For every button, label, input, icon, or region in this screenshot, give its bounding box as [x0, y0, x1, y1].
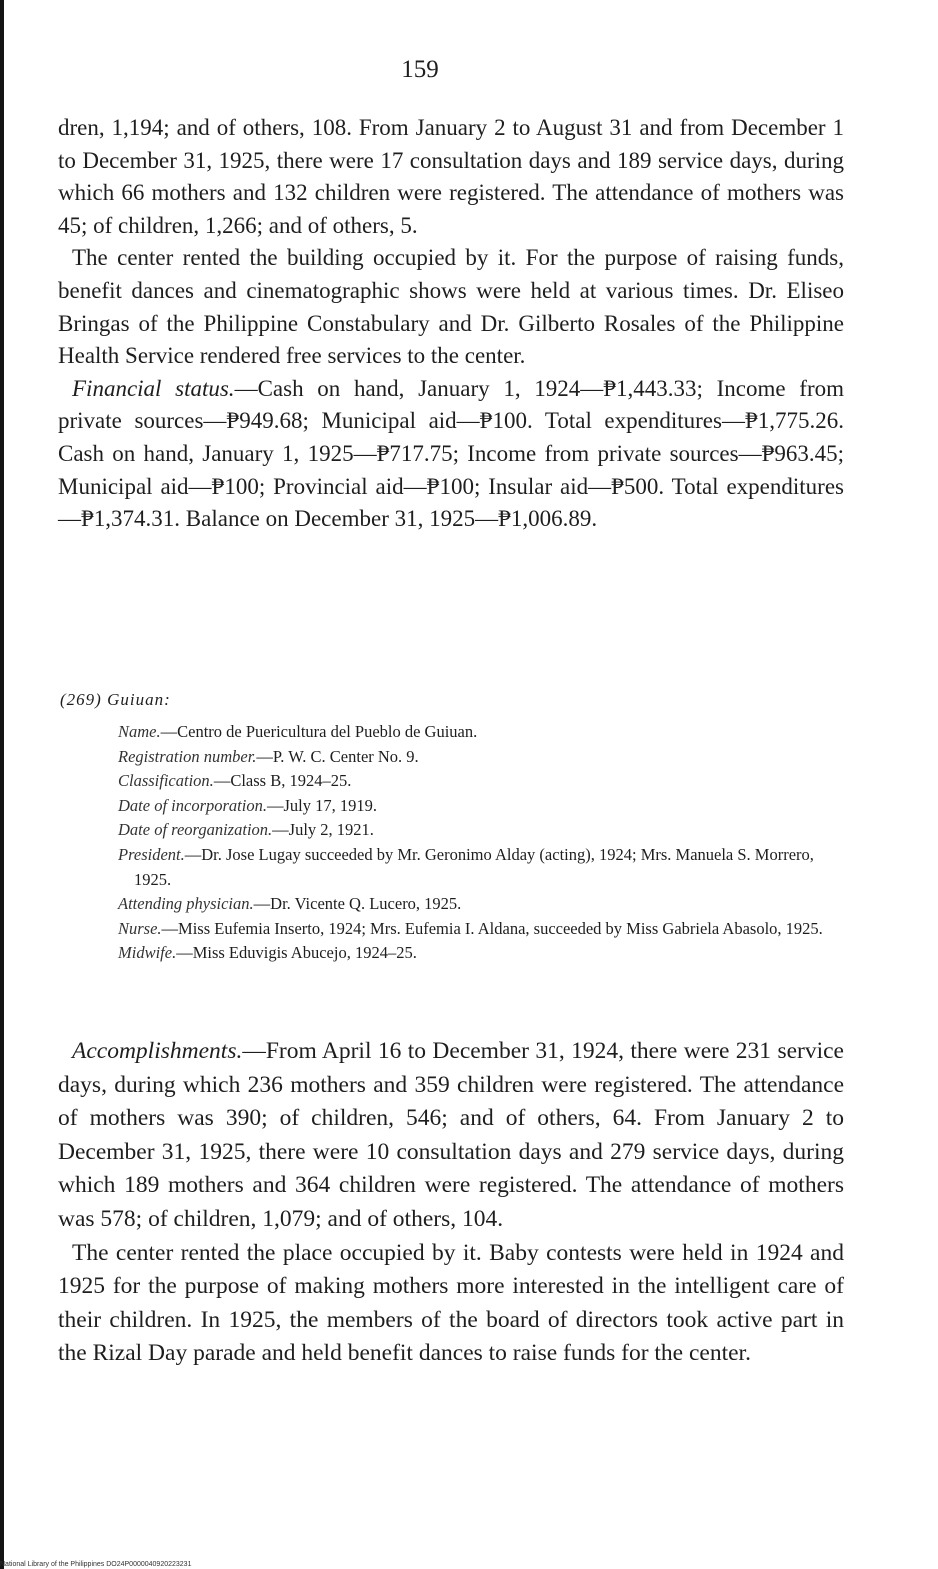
- entry-label: Date of reorganization.: [118, 820, 273, 840]
- accomplishments-label: Accomplishments.: [72, 1038, 243, 1064]
- entry-value: —Dr. Jose Lugay succeeded by Mr. Geronimo Alday (acting), 1924; Mrs. Manuela S. Morrero, 1925.: [134, 844, 814, 889]
- entry-nurse: [118, 917, 840, 942]
- entry-label: Attending physician.: [118, 894, 254, 914]
- entry-value: —Dr. Vicente Q. Lucero, 1925.: [253, 894, 462, 914]
- page-number: 159: [401, 56, 439, 83]
- entry-midwife: [118, 941, 840, 966]
- paragraph-continuation: dren, 1,194; and of others, 108. From January 2 to August 31 and from December 1 to December 31, 1925, there were 17 consultation days and 189 service days, during which 66 mothers and 132 children were registered. The attendance of mothers was 45; of children, 1,266; and of others, 5.: [58, 115, 844, 238]
- section-heading-guiuan: (269) Guiuan:: [60, 690, 171, 709]
- entry-label: Classification.: [118, 771, 214, 791]
- entry-date-of-incorporation: [118, 794, 840, 819]
- entry-value: —July 17, 1919.: [266, 795, 377, 815]
- entry-value: —Class B, 1924–25.: [213, 771, 352, 791]
- page-edge: [0, 0, 4, 1569]
- bottom-text-block: [58, 1035, 844, 1371]
- entry-classification: [118, 769, 840, 794]
- entry-label: Nurse.: [118, 918, 162, 938]
- paragraph-closing: The center rented the place occupied by it. Baby contests were held in 1924 and 1925 for the purpose of making mothers more interested in the intelligent care of their children. In 1925, the members of the board of directors took active part in the Rizal Day parade and held benefit dances to raise funds for the center.: [58, 1239, 844, 1367]
- paragraph-accomplishments: [58, 1035, 844, 1237]
- paragraph-financial-status: [58, 373, 844, 536]
- top-text-block: [58, 112, 844, 536]
- entry-value: —P. W. C. Center No. 9.: [256, 746, 419, 766]
- entry-label: President.: [118, 844, 185, 864]
- entry-value: —Miss Eduvigis Abucejo, 1924–25.: [176, 943, 417, 963]
- entry-value: —July 2, 1921.: [272, 820, 374, 840]
- entry-value: —Centro de Puericultura del Pueblo de Guiuan.: [160, 722, 478, 741]
- entry-label: Midwife.: [118, 943, 177, 963]
- entry-value: —Miss Eufemia Inserto, 1924; Mrs. Eufemia I. Aldana, succeeded by Miss Gabriela Abasolo, 1925.: [161, 918, 823, 938]
- entry-president: [118, 843, 840, 892]
- entry-date-of-reorganization: [118, 818, 840, 843]
- accomplishments-text: —From April 16 to December 31, 1924, there were 231 service days, during which 236 mothers and 359 children were registered. The attendance of mothers was 390; of children, 546; and of others, 64. From January 2 to December 31, 1925, there were 10 consultation days and 279 service days, during which 189 mothers and 364 children were registered. The attendance of mothers was 578; of children, 1,079; and of others, 104.: [58, 1038, 844, 1232]
- scan-footer: National Library of the Philippines DO24P0000040920223231: [0, 1561, 192, 1568]
- entry-label: Registration number.: [118, 746, 257, 766]
- entry-label: Name.: [118, 722, 161, 741]
- entry-registration-number: [118, 745, 840, 770]
- center-details-list: [118, 720, 840, 966]
- financial-status-text: —Cash on hand, January 1, 1924—₱1,443.33; Income from private sources—₱949.68; Municipal aid—₱100. Total expenditures—₱1,775.26. Cash on hand, January 1, 1925—₱717.75; Income from private sources—₱963.45; Municipal aid—₱100; Provincial aid—₱100; Insular aid—₱500. Total expenditures—₱1,374.31. Balance on December 31, 1925—₱1,006.89.: [58, 375, 844, 532]
- paragraph-center-building: The center rented the building occupied by it. For the purpose of raising funds, benefit dances and cinematographic shows were held at various times. Dr. Eliseo Bringas of the Philippine Constabulary and Dr. Gilberto Rosales of the Philippine Health Service rendered free services to the center.: [58, 245, 844, 369]
- entry-label: Date of incorporation.: [118, 795, 267, 815]
- financial-status-label: Financial status.: [72, 375, 235, 401]
- entry-attending-physician: [118, 892, 840, 917]
- entry-name: [118, 720, 840, 745]
